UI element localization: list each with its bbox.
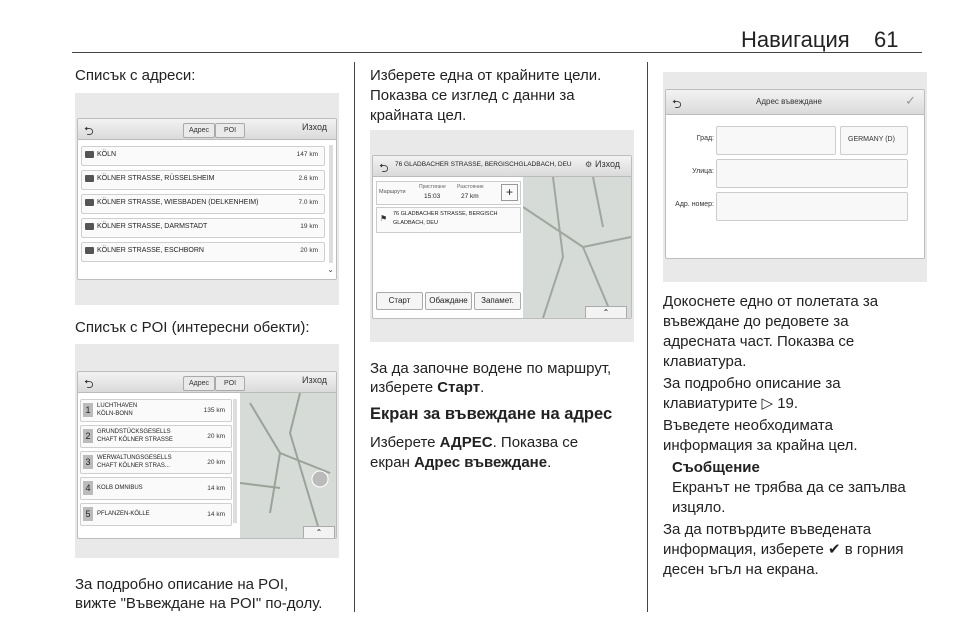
back-arrow-icon[interactable]: ⮌ (379, 161, 389, 175)
city-label: Град: (696, 135, 714, 142)
screen-poi-list (77, 371, 337, 539)
save-button[interactable]: Запамет. (474, 292, 521, 310)
top-bar (666, 90, 924, 115)
figure-destination-view (370, 130, 634, 342)
screen-address-entry (665, 89, 925, 259)
para-start-guidance-2 (370, 378, 484, 398)
note-title: Съобщение (672, 459, 760, 476)
house-number-label: Адр. номер: (675, 201, 714, 208)
poi-number: 4 (83, 481, 93, 495)
address-line2: GLADBACH, DEU (393, 220, 438, 226)
para-start-guidance-1: За да започне водене по маршрут, (370, 360, 612, 377)
back-arrow-icon[interactable]: ⮌ (84, 377, 94, 391)
poi-name-line1: LUCHTHAVEN (97, 403, 138, 409)
list-item-distance: 19 km (300, 223, 318, 230)
poi-number: 2 (83, 429, 93, 443)
settings-icon[interactable]: ⚙ (585, 160, 593, 169)
call-button[interactable]: Обаждане (425, 292, 472, 310)
screen-address-list (77, 118, 337, 280)
tab-poi[interactable]: POI (215, 123, 245, 138)
street-icon (85, 175, 94, 182)
poi-name-line2: CHAFT KÖLNER STRASSE (97, 437, 173, 443)
para-touch-field-2: въвеждане до редовете за (663, 313, 849, 330)
list-item-distance: 20 km (207, 433, 225, 440)
poi-number: 5 (83, 507, 93, 521)
text-run: изберете (370, 379, 438, 396)
destination-address (376, 207, 521, 233)
para-confirm-3: десен ъгъл на екрана. (663, 561, 819, 578)
scroll-down-icon[interactable]: ⌄ (327, 265, 334, 274)
running-header-title: Навигация (741, 27, 850, 52)
note-line2: изцяло. (672, 499, 726, 516)
text-run: екран (370, 454, 415, 471)
para-enter-info-1: Въведете необходимата (663, 417, 833, 434)
para-select-destination-1: Изберете една от крайните цели. (370, 67, 602, 84)
list-item-distance: 2.6 km (298, 175, 318, 182)
text-run: Изберете (370, 434, 440, 451)
top-bar (373, 156, 631, 177)
list-item[interactable] (81, 218, 325, 238)
address-entry-term: Адрес въвеждане (414, 454, 548, 471)
address-line1: 76 GLADBACHER STRASSE, BERGISCH (393, 211, 498, 217)
page-number: 61 (874, 27, 899, 52)
distance-value: 27 km (461, 193, 479, 200)
chevron-up-icon[interactable]: ⌃ (303, 526, 335, 539)
list-item-distance: 7.0 km (298, 199, 318, 206)
street-icon (85, 199, 94, 206)
tab-address[interactable]: Адрес (183, 123, 215, 138)
list-item-label: KÖLNER STRASSE, ESCHBORN (97, 247, 204, 254)
list-item[interactable] (81, 146, 325, 166)
flag-icon: ⚑ (380, 214, 388, 223)
chevron-up-icon[interactable]: ⌃ (585, 306, 627, 319)
list-item[interactable] (80, 399, 232, 422)
list-item-distance: 14 km (207, 485, 225, 492)
poi-name-line1: KOLB OMNIBUS (97, 485, 143, 491)
map-roads (240, 393, 336, 538)
start-button[interactable]: Старт (376, 292, 423, 310)
text-run: . (547, 454, 552, 471)
poi-name-line2: CHAFT KÖLNER STRAS... (97, 463, 170, 469)
exit-button[interactable]: Изход (302, 375, 328, 385)
section-heading-address-entry: Екран за въвеждане на адрес (370, 405, 613, 423)
poi-name-line1: PFLANZEN-KÖLLE (97, 511, 150, 517)
distance-label: Разстояние (457, 184, 484, 190)
poi-name-line1: GRUNDSTÜCKSGESELLS (97, 429, 171, 435)
list-item-label: KÖLNER STRASSE, DARMSTADT (97, 223, 208, 230)
poi-name-line1: WERWALTUNGSGESELLS (97, 455, 172, 461)
back-arrow-icon[interactable]: ⮌ (672, 97, 682, 111)
routes-label: Маршрути (379, 189, 406, 195)
street-field[interactable] (716, 159, 908, 188)
list-item-label: KÖLNER STRASSE, WIESBADEN (DELKENHEIM) (97, 199, 259, 206)
list-item-distance: 14 km (207, 511, 225, 518)
add-route-icon[interactable]: + (501, 184, 518, 201)
figure-address-list (75, 93, 339, 305)
para-touch-field-4: клавиатура. (663, 353, 747, 370)
map-roads (523, 177, 631, 318)
destination-title: 76 GLADBACHER STRASSE, BERGISCHGLADBACH, DEU (395, 161, 572, 168)
back-arrow-icon[interactable]: ⮌ (84, 124, 94, 138)
list-item[interactable] (80, 503, 232, 526)
screen-title: Адрес въвеждане (756, 97, 822, 106)
text-run: . (480, 379, 485, 396)
map-view[interactable] (523, 177, 631, 318)
route-summary (376, 181, 521, 205)
para-confirm-1: За да потвърдите въведената (663, 521, 872, 538)
list-item[interactable] (81, 242, 325, 262)
top-bar (78, 372, 336, 393)
column-divider-1 (354, 62, 355, 612)
scrollbar[interactable] (233, 399, 237, 523)
para-select-address-2 (370, 453, 551, 473)
caption-poi-line2: вижте "Въвеждане на POI" по-долу. (75, 595, 323, 612)
address-term: АДРЕС (439, 434, 493, 451)
para-keyboards-2: клавиатурите ▷ 19. (663, 395, 799, 412)
poi-number: 3 (83, 455, 93, 469)
para-touch-field-1: Докоснете едно от полетата за (663, 293, 879, 310)
checkmark-icon[interactable]: ✓ (905, 93, 916, 108)
list-item[interactable] (81, 170, 325, 190)
poi-name-line2: KÖLN-BONN (97, 411, 133, 417)
top-bar (78, 119, 336, 140)
caption-address-list: Списък с адреси: (75, 67, 196, 84)
list-item[interactable] (80, 425, 232, 448)
start-term: Старт (437, 379, 481, 396)
country-field[interactable] (840, 126, 908, 155)
list-item-distance: 135 km (203, 407, 225, 414)
figure-address-entry (663, 72, 927, 282)
house-number-field[interactable] (716, 192, 908, 221)
map-view[interactable] (240, 393, 336, 538)
street-icon (85, 247, 94, 254)
header-rule (72, 52, 922, 53)
poi-number: 1 (83, 403, 93, 417)
note-line1: Екранът не трябва да се запълва (672, 479, 906, 496)
city-field[interactable] (716, 126, 836, 155)
list-item-distance: 20 km (207, 459, 225, 466)
list-item-label: KÖLNER STRASSE, RÜSSELSHEIM (97, 175, 215, 182)
para-select-address-1 (370, 433, 578, 453)
para-select-destination-3: крайната цел. (370, 107, 467, 124)
para-select-destination-2: Показва се изглед с данни за (370, 87, 575, 104)
para-keyboards-1: За подробно описание за (663, 375, 841, 392)
list-item-distance: 20 km (300, 247, 318, 254)
country-value: GERMANY (D) (848, 136, 895, 143)
para-confirm-2: информация, изберете ✔ в горния (663, 541, 904, 558)
street-label: Улица: (692, 168, 714, 175)
exit-button[interactable]: Изход (302, 122, 328, 132)
arrival-label: Пристигане (419, 184, 446, 190)
figure-poi-list (75, 344, 339, 558)
list-item[interactable] (80, 477, 232, 500)
scrollbar[interactable] (329, 145, 333, 263)
para-enter-info-2: информация за крайна цел. (663, 437, 858, 454)
tab-address[interactable]: Адрес (183, 376, 215, 391)
tab-poi[interactable]: POI (215, 376, 245, 391)
list-item[interactable] (80, 451, 232, 474)
list-item-distance: 147 km (296, 151, 318, 158)
screen-destination (372, 155, 632, 319)
caption-poi-line1: За подробно описание на POI, (75, 576, 289, 593)
list-item[interactable] (81, 194, 325, 214)
city-icon (85, 151, 94, 158)
list-item-label: KÖLN (97, 151, 117, 158)
para-touch-field-3: адресната част. Показва се (663, 333, 855, 350)
exit-button[interactable]: Изход (595, 159, 621, 169)
caption-poi-list: Списък с POI (интересни обекти): (75, 319, 310, 336)
street-icon (85, 223, 94, 230)
text-run: . Показва се (492, 434, 579, 451)
column-divider-2 (647, 62, 648, 612)
arrival-value: 15:03 (424, 193, 441, 200)
